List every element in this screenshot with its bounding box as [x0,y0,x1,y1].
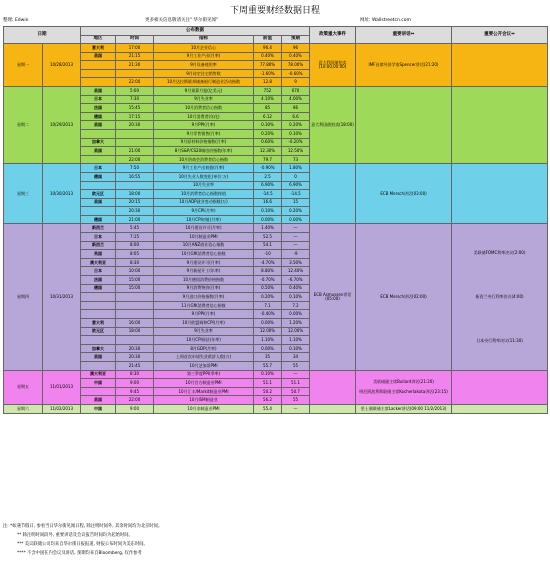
forecast-cell: 1.10% [282,336,310,345]
forecast-cell: 0.00% [282,215,310,224]
time-cell: 7:15 [116,233,154,242]
table-row [4,86,548,95]
region-cell: 法国 [81,104,116,113]
previous-cell: 0.00% [254,319,282,328]
indicator-cell: 9月消费物价(月率) [154,284,254,293]
time-cell [116,69,154,78]
forecast-cell: 0.10% [282,293,310,302]
forecast-cell: 12.00% [282,327,310,336]
region-cell [81,336,116,345]
time-cell: 18:00 [116,190,154,199]
forecast-cell: 51.1 [282,379,310,388]
previous-cell: 6.12 [254,112,282,121]
previous-cell: 1.10% [254,336,282,345]
sessions-cell: 美联储FOMC利率决议(2:00) 新西兰央行利率决议(4:00) 日本央行利率决议(11:30) [452,224,548,370]
previous-cell: 55.7 [254,361,282,370]
previous-cell: 7.1 [254,301,282,310]
region-cell: 日本 [81,164,116,173]
economic-calendar-table [3,26,548,414]
forecast-cell: 1.80% [282,164,310,173]
previous-cell: 35 [254,353,282,362]
col-indicator: 指标 [154,36,254,44]
date-cell: 11/01/2013 [43,370,81,404]
region-cell [81,181,116,190]
events-cell [310,404,356,413]
previous-cell: -0.90% [254,164,282,173]
previous-cell: 51.1 [254,379,282,388]
forecast-cell: 55 [282,396,310,405]
region-cell: 英国 [81,250,116,259]
col-forecast: 预期 [282,36,310,44]
time-cell: 16:00 [116,319,154,328]
forecast-cell: 0 [282,172,310,181]
weekday-cell: 星期五 [4,370,43,404]
indicator-cell: 10月CPI初值(月率) [154,215,254,224]
region-cell: 澳大利亚 [81,258,116,267]
events-cell: ECB Asmussen讲话(05:00) [310,224,356,370]
time-cell: 9:00 [116,404,154,413]
indicator-cell: 10月消费者信心指数终值 [154,190,254,199]
forecast-cell: — [282,241,310,250]
events-cell: 意大利国债拍卖(18:00) [310,86,356,163]
date-cell: 10/31/2013 [43,224,81,370]
forecast-cell: 670 [282,86,310,95]
indicator-cell: 9月零售销售(月率) [154,129,254,138]
previous-cell: 1.40% [254,224,282,233]
forecast-cell: 78.00% [282,61,310,70]
footnote: ** 除注明时间段外, 重要讲话及会议报告时间均为起始时间。 [17,533,133,538]
table-row [4,370,548,379]
col-data-group: 公布数据 [81,27,310,36]
speech-item: 明尼阿波利斯联储主席Kocherlakota讲话(23:15) [359,389,448,395]
previous-cell: 55.4 [254,404,282,413]
time-cell: 18:00 [116,327,154,336]
forecast-cell: 15 [282,198,310,207]
table-row [4,164,548,173]
forecast-cell: -0.20% [282,138,310,147]
footnote: *** 美议联储公司均来自华尔街日报报道, 财报公布时间为美东时间。 [17,542,148,547]
forecast-cell: 0.00% [282,310,310,319]
events-cell: 意大利国债拍卖(10:00,00:00) [310,44,356,87]
forecast-cell: 0.10% [282,344,310,353]
region-cell: 意大利 [81,319,116,328]
region-cell: 德国 [81,215,116,224]
indicator-cell: 10月制造业PMI [154,233,254,242]
previous-cell: 0.60% [254,138,282,147]
time-cell: 8:00 [116,241,154,250]
indicator-cell: 10月失业率 [154,181,254,190]
session-item: 新西兰央行利率决议(4:00) [475,294,524,300]
previous-cell: 79.7 [254,155,282,164]
forecast-cell: 0.40% [282,284,310,293]
speeches-cell: IMF首席经济学家Spencer讲话(21:20) [356,44,452,87]
previous-cell: 0.20% [254,129,282,138]
region-cell: 美国 [81,121,116,130]
previous-cell: 85 [254,104,282,113]
forecast-cell: -9 [282,250,310,259]
time-cell [116,129,154,138]
forecast-cell: 12.50% [282,147,310,156]
date-cell: 10/28/2013 [43,44,81,87]
indicator-cell: 9月进口价格指数(月率) [154,293,254,302]
weekday-cell: 星期一 [4,44,43,87]
table-row [4,404,548,413]
time-cell: 21:00 [116,215,154,224]
time-cell: 21:15 [116,52,154,61]
region-cell: 美国 [81,353,116,362]
indicator-cell: 8月S&P/CS20城房价指数(年率) [154,147,254,156]
table-row [4,224,548,233]
col-time: 时间 [116,36,154,44]
region-cell: 加拿大 [81,344,116,353]
previous-cell: 752 [254,86,282,95]
forecast-cell: 0.40% [282,52,310,61]
previous-cell: 4.10% [254,95,282,104]
indicator-cell: 10月失业人数变化(单位:万) [154,172,254,181]
time-cell: 20:30 [116,121,154,130]
time-cell: 8:30 [116,258,154,267]
time-cell: 8:30 [116,370,154,379]
col-speeches: 重要讲话⇔ [356,27,452,44]
forecast-cell: 9 [282,78,310,87]
forecast-cell: 55 [282,361,310,370]
indicator-cell: 9月建设许可(月率) [154,258,254,267]
region-cell: 新西兰 [81,224,116,233]
time-cell: 17:00 [116,44,154,53]
previous-cell: 50.2 [254,387,282,396]
region-cell: 加拿大 [81,138,116,147]
col-events: 政策重大事件 [310,27,356,44]
forecast-cell: 0.10% [282,129,310,138]
region-cell: 日本 [81,267,116,276]
date-cell: 10/30/2013 [43,164,81,224]
weekday-cell: 星期三 [4,164,43,224]
region-cell: 美国 [81,86,116,95]
weekday-cell: 星期六 [4,404,43,413]
events-cell [310,164,356,224]
indicator-cell: 10月ADP就业变动指数(万) [154,198,254,207]
forecast-cell: -0.60% [282,69,310,78]
indicator-cell: 9月失业率 [154,327,254,336]
time-cell: 16:55 [116,172,154,181]
region-cell [81,69,116,78]
time-cell: 17:15 [116,112,154,121]
region-cell: 欧元区 [81,327,116,336]
weekday-cell: 星期二 [4,86,43,163]
previous-cell: 56.2 [254,396,282,405]
region-cell [81,78,116,87]
time-cell: 22:00 [116,78,154,87]
forecast-cell: 3.50% [282,258,310,267]
forecast-cell: 4.00% [282,95,310,104]
indicator-cell: 10月欧盟调和CPI(月率) [154,319,254,328]
indicator-cell: 10月德国消费价格指数 [154,276,254,285]
time-cell: 10:00 [116,267,154,276]
time-cell: 7:30 [116,95,154,104]
region-cell: 中国 [81,379,116,388]
previous-cell: 0.30% [254,121,282,130]
previous-cell: 16.6 [254,198,282,207]
region-cell [81,301,116,310]
indicator-cell: 9月设备使用率 [154,61,254,70]
forecast-cell: 12.40% [282,267,310,276]
time-cell: 20:30 [116,207,154,216]
indicator-cell: 10月消费者(年化) [154,112,254,121]
indicator-cell: 10月汇丰/Markit制造业PMI [154,387,254,396]
indicator-cell: 9月PPI(月率) [154,121,254,130]
time-cell: 15:00 [116,276,154,285]
forecast-cell: 7.2 [282,301,310,310]
previous-cell: -10 [254,250,282,259]
forecast-cell: 96 [282,44,310,53]
forecast-cell: 0.20% [282,121,310,130]
session-item: 日本央行利率决议(11:30) [476,338,523,344]
indicator-cell: 11月GfK消费者信心指数 [154,301,254,310]
indicator-cell: 9月工业产出初值(月率) [154,164,254,173]
col-previous: 前值 [254,36,282,44]
speeches-cell [356,86,452,163]
forecast-cell: 86 [282,104,310,113]
forecast-cell: — [282,404,310,413]
indicator-cell: 9月PPI(月率) [154,310,254,319]
date-cell: 11/02/2013 [43,404,81,413]
region-cell: 美国 [81,52,116,61]
indicator-cell: 10月ISM制造业 [154,396,254,405]
region-cell [81,61,116,70]
sessions-cell [452,370,548,404]
region-cell: 澳大利亚 [81,370,116,379]
previous-cell: 8.80% [254,267,282,276]
indicator-cell: 10月建设许可(月率) [154,224,254,233]
previous-cell: 0.00% [254,344,282,353]
previous-cell: -1.60% [254,69,282,78]
page-title: 下周重要财经数据日程 [229,6,320,16]
time-cell [116,293,154,302]
region-cell [81,387,116,396]
forecast-cell: 50.7 [282,387,310,396]
speeches-cell: 美联储副主席Bullard讲话(21:20) 明尼阿波利斯联储主席Kocherlakota讲话(23:15) [356,370,452,404]
indicator-cell: 上周首次申请失业救济人数(万) [154,353,254,362]
sessions-cell [452,404,548,413]
forecast-cell: -14.5 [282,190,310,199]
time-cell [116,138,154,147]
time-cell: 21:30 [116,61,154,70]
indicator-cell: 8月GDP(月率) [154,344,254,353]
indicator-cell: 10月官方制造业PMI [154,379,254,388]
previous-cell: 0.50% [254,284,282,293]
time-cell: 21:00 [116,147,154,156]
previous-cell: 0.10% [254,370,282,379]
footnote: 注: *如遇节假日, 参看当日华尔街见闻日程, 除注明时间外, 其余时间均为北京时间。 [3,524,163,529]
col-date: 日期 [4,27,81,44]
indicator-cell: 9月失业率 [154,95,254,104]
region-cell: 德国 [81,284,116,293]
header-slogan: 更多相关信息敬请关注" 华尔街见闻" [145,18,219,23]
forecast-cell: 1.20% [282,319,310,328]
indicator-cell: 9月待定住宅销售数 [154,69,254,78]
region-cell: 欧元区 [81,190,116,199]
indicator-cell: 9月CPI(月率) [154,207,254,216]
previous-cell: 0.40% [254,52,282,61]
previous-cell: 77.80% [254,61,282,70]
region-cell: 中国 [81,404,116,413]
region-cell: 日本 [81,233,116,242]
region-cell: 法国 [81,276,116,285]
time-cell: 20:30 [116,344,154,353]
previous-cell: -14.5 [254,190,282,199]
forecast-cell: — [282,233,310,242]
time-cell [116,301,154,310]
previous-cell: 2.5 [254,172,282,181]
time-cell: 9:00 [116,379,154,388]
date-cell: 10/29/2013 [43,86,81,163]
indicator-cell: 10月达拉斯联邦储备银行制造业活动指数 [154,78,254,87]
region-cell: 美国 [81,147,116,156]
previous-cell: 12.30% [254,147,282,156]
region-cell: 德国 [81,172,116,181]
time-cell [116,336,154,345]
sessions-cell [452,86,548,163]
forecast-cell: 0.20% [282,207,310,216]
footnote: **** 不含中国在内会议及讲话, 预期均来自Bloomberg, 仅作参考 [17,551,142,556]
previous-cell: 12.8 [254,78,282,87]
previous-cell: 96.4 [254,44,282,53]
speeches-cell: 里士满联储主席Lacker讲话(09:00 11/2/2013) [356,404,452,413]
previous-cell: -4.70% [254,258,282,267]
indicator-cell: 第三季度PPI(季率) [154,370,254,379]
time-cell: 20:30 [116,353,154,362]
previous-cell: -0.70% [254,276,282,285]
time-cell: 22:00 [116,155,154,164]
region-cell: 美国 [81,198,116,207]
footnotes [3,522,547,558]
indicator-cell: 9月预算月报(亿美元) [154,86,254,95]
sessions-cell [452,164,548,224]
forecast-cell: — [282,224,310,233]
previous-cell: 52.5 [254,233,282,242]
time-cell: 8:05 [116,250,154,259]
previous-cell: 0.00% [254,215,282,224]
forecast-cell: -6.70% [282,276,310,285]
previous-cell: -0.40% [254,310,282,319]
website-label: 网址: Wallstreetcn.com [360,18,411,23]
indicator-cell: 10月非制造业PMI [154,404,254,413]
region-cell [81,129,116,138]
region-cell: 新西兰 [81,241,116,250]
region-cell: 日本 [81,95,116,104]
time-cell: 22:00 [116,396,154,405]
speeches-cell: ECB Mersch讲话(03:00) [356,164,452,224]
speeches-cell: ECB Mersch讲话(02:00) [356,224,452,370]
time-cell [116,310,154,319]
region-cell [81,293,116,302]
indicator-cell: 10月企业信心 [154,44,254,53]
indicator-cell: 10月消费者信心指数 [154,104,254,113]
time-cell: 15:45 [116,104,154,113]
indicator-cell: 9月新屋开工(年率) [154,267,254,276]
indicator-cell: 10月CPI预估(年率) [154,336,254,345]
previous-cell: 6.90% [254,181,282,190]
previous-cell: 54.1 [254,241,282,250]
region-cell [81,155,116,164]
time-cell: 7:50 [116,164,154,173]
time-cell: 5:00 [116,86,154,95]
time-cell [116,181,154,190]
time-cell: 21:45 [116,361,154,370]
previous-cell: 0.20% [254,293,282,302]
forecast-cell: 73 [282,155,310,164]
indicator-cell: 9月原材料价格指数(月率) [154,138,254,147]
region-cell: 德国 [81,112,116,121]
time-cell: 20:15 [116,198,154,207]
forecast-cell: 34 [282,353,310,362]
region-cell [81,207,116,216]
forecast-cell: 6.6 [282,112,310,121]
sessions-cell [452,44,548,87]
indicator-cell: 10月谘商会消费者信心指数 [154,155,254,164]
region-cell [81,310,116,319]
table-row [4,44,548,53]
time-cell: 5:45 [116,224,154,233]
time-cell: 9:45 [116,387,154,396]
editor-label: 整理: Edwin [3,18,29,23]
indicator-cell: 10月GfK消费者信心指数 [154,250,254,259]
forecast-cell: — [282,370,310,379]
region-cell: 意大利 [81,44,116,53]
forecast-cell: 6.90% [282,181,310,190]
weekday-cell: 星期四 [4,224,43,370]
events-cell [310,370,356,404]
col-sessions: 重要公开会议⇔ [452,27,548,44]
previous-cell: 0.10% [254,207,282,216]
col-region: 地区 [81,36,116,44]
previous-cell: 12.00% [254,327,282,336]
region-cell [81,361,116,370]
region-cell: 美国 [81,396,116,405]
indicator-cell: 10月芝加哥PMI [154,361,254,370]
time-cell: 15:00 [116,284,154,293]
indicator-cell: 9月工业产出(月率) [154,52,254,61]
indicator-cell: 10月ANZ商业信心指数 [154,241,254,250]
